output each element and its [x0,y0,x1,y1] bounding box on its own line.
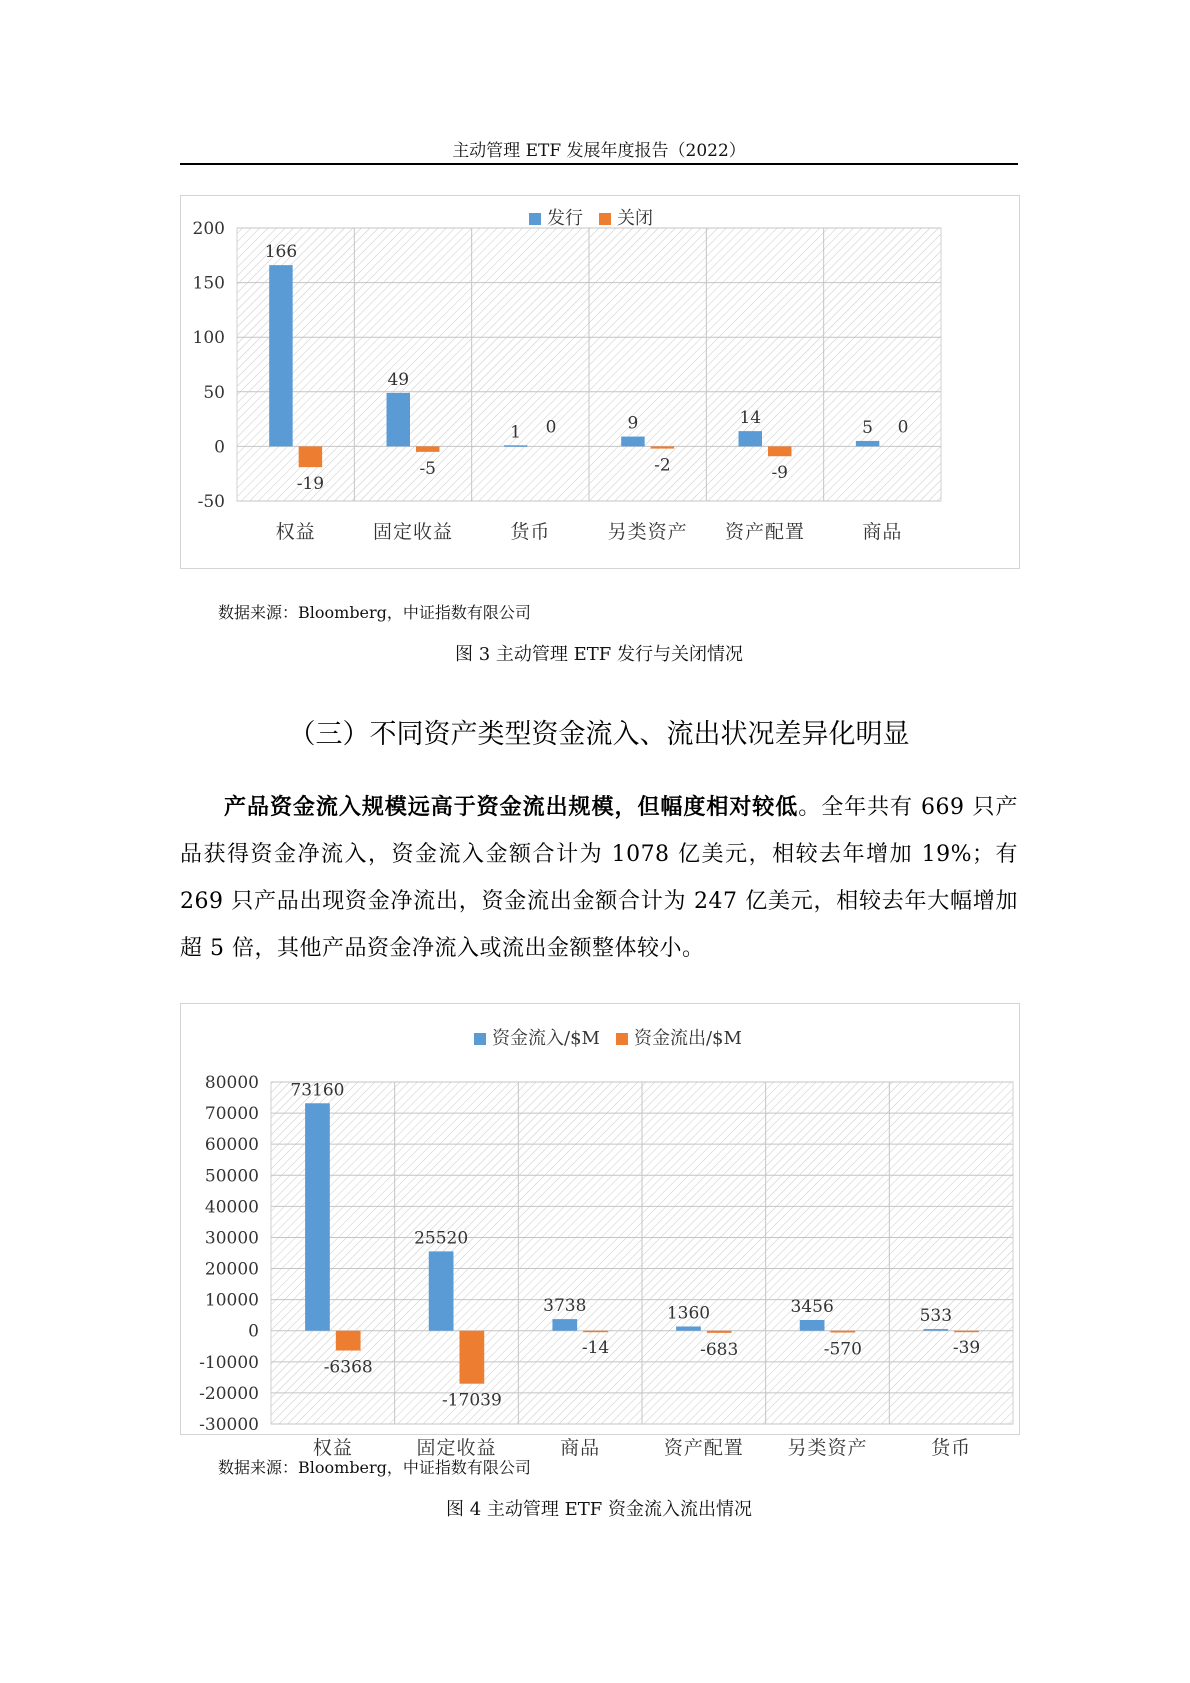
fig3-category-label: 资产配置 [724,521,806,543]
fig4-data-label: -14 [581,1337,610,1358]
fig4-bar [429,1251,454,1330]
fig3-data-label: -19 [296,474,325,495]
fig3-bar [269,265,292,446]
figure4-chart [180,1003,1020,1459]
fig4-legend-label: 资金流出/$M [633,1028,742,1049]
fig3-data-label: 5 [862,417,874,438]
fig3-data-label: 49 [387,369,410,390]
fig3-data-label: 0 [545,417,557,438]
fig4-ytick-label: -10000 [199,1352,259,1373]
fig4-category-label: 权益 [312,1437,353,1459]
fig3-bar [299,446,322,467]
fig3-bar [856,441,879,446]
fig3-legend-label: 发行 [547,208,583,229]
fig3-category-label: 商品 [862,521,903,543]
fig4-ytick-label: 40000 [204,1197,259,1218]
figure4-caption: 图 4 主动管理 ETF 资金流入流出情况 [446,1499,752,1520]
fig4-data-label: 1360 [666,1303,711,1324]
fig4-category-label: 另类资产 [787,1437,868,1459]
fig3-bar [504,445,527,447]
fig4-ytick-label: 0 [248,1321,259,1342]
fig4-bar [800,1320,825,1331]
fig4-ytick-label: 10000 [204,1290,259,1311]
fig4-ytick-label: -30000 [199,1415,259,1435]
fig3-ytick-label: 200 [192,219,225,239]
fig4-category-label: 货币 [931,1437,972,1459]
fig3-ytick-label: 100 [192,328,225,349]
fig3-bar [416,446,439,451]
fig3-bar [768,446,791,456]
fig4-ytick-label: 60000 [204,1135,259,1156]
fig4-bar [676,1326,701,1330]
fig4-bar [954,1331,979,1333]
header-rule [180,163,1018,165]
fig4-bar [707,1331,732,1333]
fig4-ytick-label: 50000 [204,1166,259,1187]
fig3-ytick-label: -50 [197,492,225,512]
fig4-bar [305,1103,330,1330]
fig3-bar [621,437,644,447]
fig4-ytick-label: -20000 [199,1383,259,1404]
fig3-legend-swatch [529,213,541,225]
fig3-category-label: 货币 [510,521,551,543]
fig4-legend-swatch [616,1033,628,1045]
fig4-category-label: 固定收益 [416,1437,497,1459]
fig4-category-label: 资产配置 [663,1437,744,1459]
running-header: 主动管理 ETF 发展年度报告（2022） [452,141,746,161]
fig4-data-label: 533 [919,1306,953,1327]
figure4-source-note: 数据来源：Bloomberg，中证指数有限公司 [218,1458,531,1477]
fig3-bar [651,446,674,448]
fig3-data-label: 166 [264,242,298,263]
fig4-bar [460,1331,485,1384]
fig4-ytick-label: 70000 [204,1104,259,1125]
fig3-data-label: -9 [771,463,789,484]
fig4-category-label: 商品 [560,1437,601,1459]
paragraph-text: 。全年共有 669 只产品获得资金净流入，资金流入金额合计为 1078 亿美元，相较去年增加 19%；有 269 只产品出现资金净流出，资金流出金额合计为 247 亿美元，相较去年大幅增加超 5 倍，其他产品资金净流入或流出金额整体较小。 [180,795,1018,961]
fig4-bar [923,1329,948,1331]
fig4-data-label: -6368 [323,1357,373,1378]
fig4-data-label: 25520 [414,1228,469,1249]
fig4-data-label: -39 [952,1337,981,1358]
fig3-data-label: 1 [510,422,522,443]
fig4-data-label: -570 [823,1339,862,1360]
figure3-caption: 图 3 主动管理 ETF 发行与关闭情况 [455,644,743,665]
fig3-legend-label: 关闭 [617,208,653,229]
fig4-data-label: 3738 [543,1296,587,1317]
fig3-data-label: 0 [897,417,909,438]
fig3-bar [739,431,762,446]
figure3-source-note: 数据来源：Bloomberg，中证指数有限公司 [218,603,531,622]
fig3-data-label: -2 [654,455,671,476]
fig4-ytick-label: 80000 [204,1073,259,1093]
figure3-chart [180,195,1020,569]
fig4-bar [583,1331,608,1333]
section-heading: （三）不同资产类型资金流入、流出状况差异化明显 [288,719,910,750]
fig3-category-label: 权益 [275,521,316,543]
fig3-bar [387,393,410,447]
fig3-ytick-label: 0 [214,437,225,458]
fig4-data-label: 73160 [290,1080,345,1101]
figure4-chart-svg [181,1004,1019,1459]
fig4-bar [831,1331,856,1333]
fig4-data-label: -17039 [441,1390,502,1411]
paragraph-lead: 产品资金流入规模远高于资金流出规模，但幅度相对较低 [224,794,799,820]
fig4-ytick-label: 20000 [204,1259,259,1280]
fig3-category-label: 另类资产 [607,521,688,543]
fig3-category-label: 固定收益 [372,521,454,543]
fig4-data-label: -683 [700,1339,739,1360]
fig4-bar [552,1319,577,1331]
fig3-data-label: 14 [739,408,762,429]
fig3-data-label: 9 [627,413,639,434]
fig4-ytick-label: 30000 [204,1228,259,1249]
fig3-legend-swatch [599,213,611,225]
fig4-data-label: 3456 [790,1296,834,1317]
fig4-bar [336,1331,361,1351]
fig3-ytick-label: 50 [203,382,225,403]
fig4-legend-label: 资金流入/$M [492,1028,600,1049]
figure3-chart-svg [181,196,1019,568]
fig3-data-label: -5 [419,458,437,479]
fig3-ytick-label: 150 [192,273,225,294]
body-paragraph [180,784,1018,972]
fig4-legend-swatch [474,1033,486,1045]
